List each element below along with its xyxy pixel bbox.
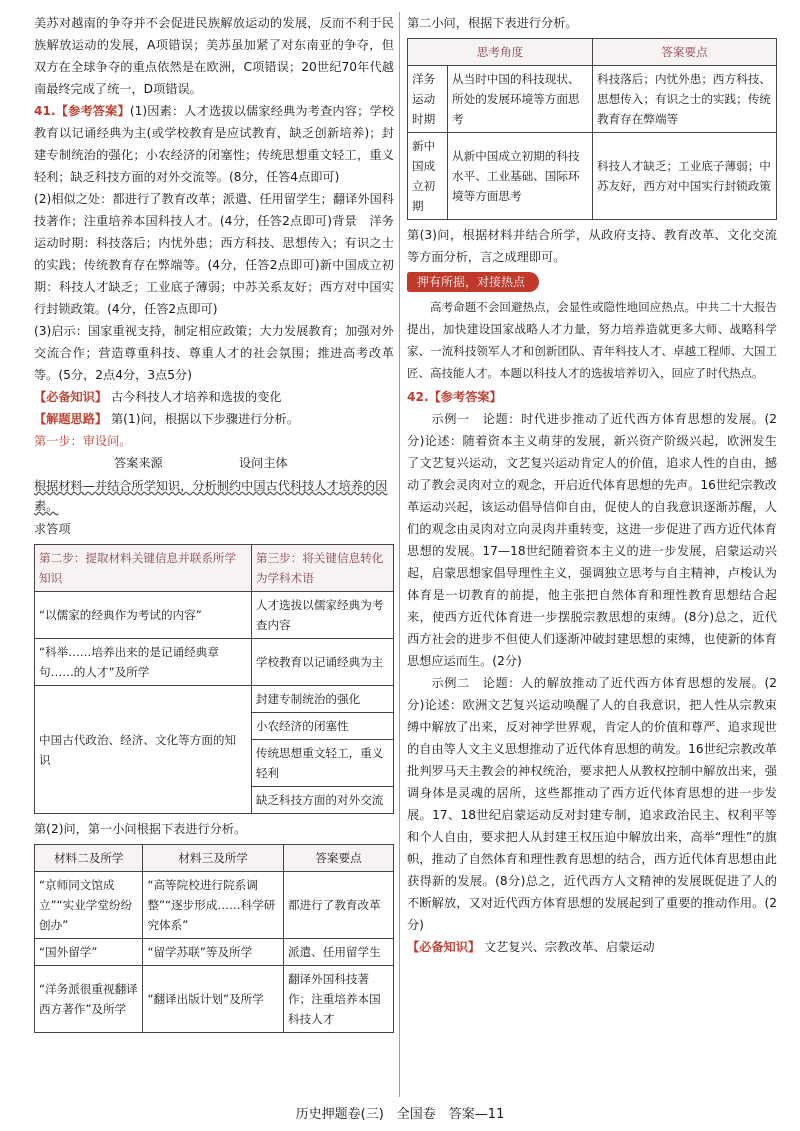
table-cell: 新中国成立初期 (408, 133, 448, 220)
table-row (408, 66, 777, 133)
table-cell: “翻译出版计划”及所学 (143, 966, 284, 1033)
table-cell: “高等院校进行院系调整”“逐步形成……科学研究体系” (143, 872, 284, 939)
left-column (34, 12, 394, 1033)
table-row (35, 872, 394, 939)
table-row (408, 133, 777, 220)
step-table (34, 544, 394, 814)
answer-source-label: 答案来源 (114, 456, 163, 470)
table-header: 材料三及所学 (143, 845, 284, 872)
table-cell: “国外留学” (35, 939, 143, 966)
bibei-text: 古今科技人才培养和选拔的变化 (111, 390, 282, 404)
table-cell: 翻译外国科技著作；注重培养本国科技人才 (283, 966, 393, 1033)
table-cell: 传统思想重文轻工，重义轻利 (251, 740, 393, 787)
q42-label-line (407, 386, 777, 408)
step1-label: 第一步：审设问。 (34, 434, 132, 448)
q3-text: 第(3)问，根据材料并结合所学，从政府支持、教育改革、文化交流等方面分析，言之成理即可。 (407, 228, 777, 264)
table-cell: “科举……培养出来的是记诵经典章句……的人才”及所学 (35, 639, 252, 686)
table-cell: 小农经济的闭塞性 (251, 713, 393, 740)
comparison-table (34, 844, 394, 1033)
q41-label: 41.【参考答案】 (34, 104, 130, 118)
q41-p1-text: (1)因素：人才选拔以儒家经典为考查内容；学校教育以记诵经典为主(或学校教育是应试教育，缺乏创新培养)；封建专制统治的强化；小农经济的闭塞性；传统思想重文轻工，重义轻利；缺乏科技方面的对外交流等。(8分，任答4点即可) (34, 104, 395, 184)
q42-example-2: 示例二 论题：人的解放推动了近代西方体育思想的发展。(2分)论述：欧洲文艺复兴运动唤醒了人的自我意识，把人性从宗教束缚中解放了出来，反对神学世界观，肯定人的价值和尊严、追求现世的自由等人文主义思想推动了近代体育思想的萌发。16世纪宗教改革批判罗马天主教会的神权统治，要求把人从教权控制中解放出来，强调身体是灵魂的居所，这些都推动了西方近代体育思想的进一步发展。17、18世纪启蒙运动反对封建专制，追求政治民主、权利平等和个人自由，要求把人从封建王权压迫中解放出来，高举“理性”的旗帜，推动了自然体育和理性教育思想的结合，西方近代体育思想由此获得新的发展。(8分)总之，近代西方人文精神的发展既促进了人的不断解放，又对近代西方体育思想的发展起到了重要的推动作用。(2分) (407, 676, 777, 932)
hot-topic-text: 高考命题不会回避热点，会显性或隐性地回应热点。中共二十大报告提出，加快建设国家战略人才力量，努力培养造就更多大师、战略科学家、一流科技领军人才和创新团队、青年科技人才、卓越工程师、大国工匠、高技能人才。本题以科技人才的选拔培养切入，回应了时代热点。 (407, 300, 777, 380)
banner-text: 押有所据，对接热点 (417, 275, 526, 289)
bibei-line-right (407, 936, 777, 958)
bibei-text-right: 文艺复兴、宗教改革、启蒙运动 (484, 940, 655, 954)
question-sentence: 根据材料—并结合所学知识，分析制约中国古代科技人才培养的因素。 (34, 479, 388, 513)
background-table (407, 38, 777, 220)
table-row (35, 966, 394, 1033)
bibei-line (34, 386, 394, 408)
table-header: 答案要点 (592, 39, 776, 66)
page-footer: 历史押题卷(三) 全国卷 答案—11 (295, 1107, 505, 1122)
table-cell: 中国古代政治、经济、文化等方面的知识 (35, 686, 252, 814)
bibei-label: 【必备知识】 (34, 390, 108, 404)
table-header: 材料二及所学 (35, 845, 143, 872)
table-row (408, 39, 777, 66)
table-row (35, 639, 394, 686)
answer-item-label: 求答项 (34, 522, 71, 536)
intro-text: 美苏对越南的争夺并不会促进民族解放运动的发展，反而不利于民族解放运动的发展，A项错误；美苏虽加紧了对东南亚的争夺，但双方在全球争夺的重点依然是在欧洲，C项错误；20世纪70年代越南最终完成了统一，D项错误。 (34, 16, 394, 96)
table-cell: “以儒家的经典作为考试的内容” (35, 592, 252, 639)
table-row (35, 686, 394, 713)
table-cell: 从当时中国的科技现状、所处的发展环境等方面思考 (448, 66, 593, 133)
jieti-line (34, 408, 394, 430)
hot-topic-banner (407, 272, 539, 292)
jieti-text: 第(1)问，根据以下步骤进行分析。 (111, 412, 299, 426)
q42-example-1: 示例一 论题：时代进步推动了近代西方体育思想的发展。(2分)论述：随着资本主义萌芽的发展，新兴资产阶级兴起，欧洲发生了文艺复兴运动，文艺复兴运动肯定人的价值，追求人性的自由，撼动了教会灵肉对立的观念，开启近代体育思想的先声。16世纪宗教改革运动兴起，该运动倡导信仰自由，促使人的自我意识逐渐苏醒，人们的观念由灵肉对立向灵肉并重转变，这进一步促进了西方近代体育思想的发展。17—18世纪随着资本主义的进一步发展，启蒙运动兴起，启蒙思想家倡导理性主义，强调独立思考与自主精神，卢梭认为体育是一切教育的前提，他主张把自然体育和理性教育思想结合起来，使西方近代体育进一步摆脱宗教思想的束缚。(8分)总之，近代西方社会的进步不但使人们逐渐冲破封建思想的束缚，也使新的体育思想应运而生。(2分) (407, 412, 777, 668)
table-row (35, 592, 394, 639)
q41-paragraph-1 (34, 100, 394, 188)
table-cell: 学校教育以记诵经典为主 (251, 639, 393, 686)
q42-label: 42.【参考答案】 (407, 390, 502, 404)
step2-header: 第二步：提取材料关键信息并联系所学知识 (35, 545, 252, 592)
table-row (35, 545, 394, 592)
table-row (35, 845, 394, 872)
table-header: 答案要点 (283, 845, 393, 872)
table-cell: 缺乏科技方面的对外交流 (251, 787, 393, 814)
q41-paragraph-3: (3)启示：国家重视支持，制定相应政策；大力发展教育；加强对外交流合作；营造尊重科技、尊重人才的社会氛围；推进高考改革等。(5分，2点4分，3点5分) (34, 324, 394, 382)
column-divider (399, 12, 400, 1097)
table-cell: 科技落后；内忧外患；西方科技、思想传入；有识之士的实践；传统教育存在弊端等 (592, 66, 776, 133)
bibei-label-right: 【必备知识】 (407, 940, 481, 954)
table-cell: 封建专制统治的强化 (251, 686, 393, 713)
table-cell: 洋务运动时期 (408, 66, 448, 133)
table-cell: 科技人才缺乏；工业底子薄弱；中苏友好，西方对中国实行封锁政策 (592, 133, 776, 220)
q41-paragraph-2: (2)相似之处：都进行了教育改革；派遣、任用留学生；翻译外国科技著作；注重培养本国科技人才。(4分，任答2点即可)背景 洋务运动时期：科技落后；内忧外患；西方科技、思想传入；有识之士的实践；传统教育存在弊端等。(4分，任答2点即可)新中国成立初期：科技人才缺乏；工业底子薄弱；中苏关系友好；西方对中国实行封锁政策。(4分，任答2点即可) (34, 192, 394, 316)
table-cell: 人才选拔以儒家经典为考查内容 (251, 592, 393, 639)
jieti-label: 【解题思路】 (34, 412, 108, 426)
question-analysis-diagram (34, 452, 394, 540)
right-column (407, 12, 777, 958)
question-subject-label: 设问主体 (239, 456, 288, 470)
table-cell: 从新中国成立初期的科技水平、工业基础、国际环境等方面思考 (448, 133, 593, 220)
step3-header: 第三步：将关键信息转化为学科术语 (251, 545, 393, 592)
q2-intro: 第(2)问，第一小问根据下表进行分析。 (34, 822, 247, 836)
table-cell: “京师同文馆成立”“实业学堂纷纷创办” (35, 872, 143, 939)
q2-second-intro: 第二小问，根据下表进行分析。 (407, 16, 578, 30)
table-header: 思考角度 (408, 39, 593, 66)
table-cell: “洋务派很重视翻译西方著作”及所学 (35, 966, 143, 1033)
table-cell: 派遣、任用留学生 (283, 939, 393, 966)
table-cell: “留学苏联”等及所学 (143, 939, 284, 966)
table-row (35, 939, 394, 966)
table-cell: 都进行了教育改革 (283, 872, 393, 939)
